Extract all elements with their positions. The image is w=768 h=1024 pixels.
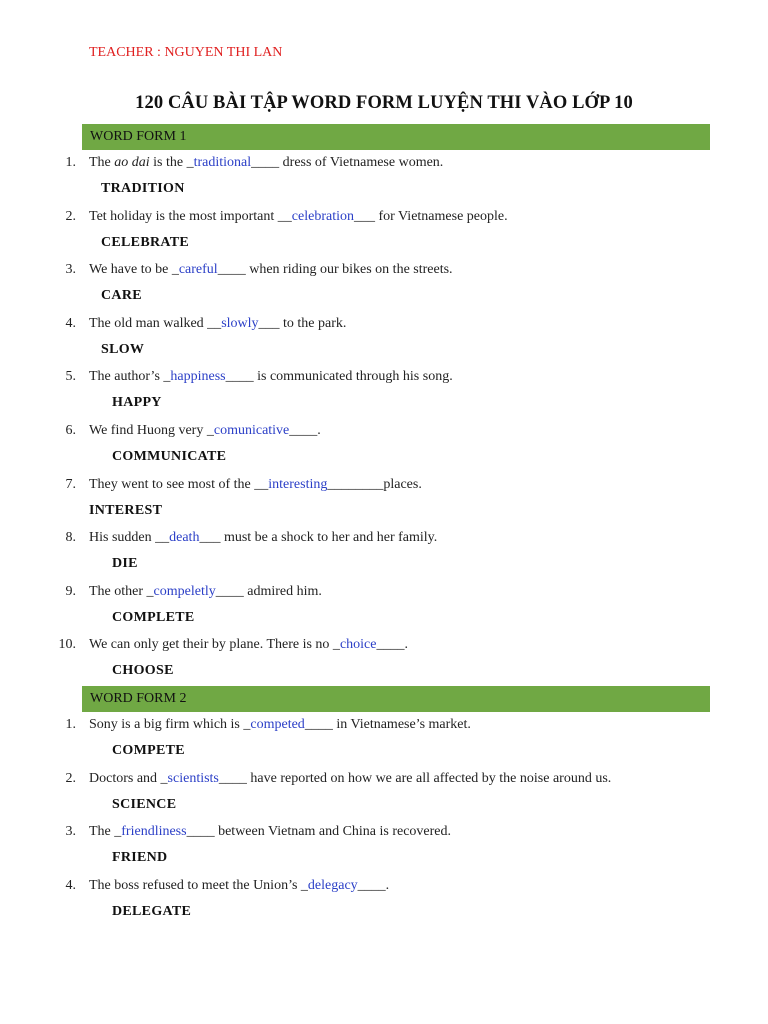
question-text-before: The other _ (89, 584, 154, 599)
question-item (0, 207, 768, 227)
question-text (89, 635, 408, 655)
root-word: INTEREST (89, 503, 163, 518)
question-text (89, 582, 322, 602)
question-text-after: ____ admired him. (215, 584, 322, 599)
question-text-after: ____ is communicated through his song. (225, 369, 453, 384)
answer-text: delegacy (307, 878, 358, 893)
answer-text: careful (178, 262, 218, 277)
answer-text: death (169, 530, 200, 545)
question-text-after: ____ in Vietnamese’s market. (304, 717, 471, 732)
root-word: COMPLETE (112, 610, 195, 625)
question-text-before: Doctors and _ (89, 771, 168, 786)
question-text-before: The _ (89, 824, 122, 839)
question-text-after: ________places. (327, 477, 422, 492)
question-text (89, 475, 422, 495)
question-item (0, 876, 768, 896)
italic-term: ao dai (114, 155, 150, 170)
question-number: 3. (65, 262, 76, 277)
question-text (89, 421, 321, 441)
question-item (0, 635, 768, 655)
answer-text: comunicative (213, 423, 290, 438)
question-item (0, 314, 768, 334)
question-text-before: We find Huong very _ (89, 423, 214, 438)
question-text-after: ____. (289, 423, 321, 438)
question-text (89, 314, 346, 334)
question-text-after: ____ dress of Vietnamese women. (251, 155, 444, 170)
question-number: 3. (65, 824, 76, 839)
root-word: SCIENCE (112, 797, 177, 812)
question-text-after: ____ between Vietnam and China is recovered. (186, 824, 452, 839)
answer-text: compeletly (153, 584, 216, 599)
question-text-before: The old man walked __ (89, 316, 222, 331)
question-item (0, 528, 768, 548)
question-number: 9. (65, 584, 76, 599)
question-text-before: The (89, 155, 115, 170)
question-number: 8. (65, 530, 76, 545)
question-number: 6. (65, 423, 76, 438)
question-number: 5. (65, 369, 76, 384)
question-text (89, 367, 453, 387)
root-word: CHOOSE (112, 663, 174, 678)
root-word: DIE (112, 556, 138, 571)
answer-text: celebration (291, 209, 354, 224)
question-number: 4. (65, 316, 76, 331)
answer-text: scientists (167, 771, 219, 786)
question-text-before: Sony is a big firm which is _ (89, 717, 251, 732)
question-text-before: We can only get their by plane. There is no _ (89, 637, 340, 652)
root-word: CELEBRATE (101, 235, 190, 250)
root-word: COMMUNICATE (112, 449, 227, 464)
answer-text: slowly (221, 316, 259, 331)
question-text-before: We have to be _ (89, 262, 179, 277)
question-text (89, 715, 471, 735)
question-item (0, 715, 768, 735)
question-item (0, 421, 768, 441)
question-item (0, 582, 768, 602)
question-number: 7. (65, 477, 76, 492)
question-text (89, 822, 451, 842)
answer-text: choice (339, 637, 377, 652)
question-text-before: Tet holiday is the most important __ (89, 209, 292, 224)
section-header: WORD FORM 1 (82, 124, 710, 150)
question-item (0, 769, 768, 789)
question-text (89, 876, 389, 896)
question-text-before: His sudden __ (89, 530, 170, 545)
root-word: CARE (101, 288, 142, 303)
root-word: FRIEND (112, 850, 168, 865)
answer-text: interesting (268, 477, 328, 492)
question-text-after: ____ when riding our bikes on the streets. (217, 262, 453, 277)
question-item (0, 367, 768, 387)
answer-text: competed (250, 717, 305, 732)
root-word: DELEGATE (112, 904, 192, 919)
question-text (89, 769, 611, 789)
teacher-label: TEACHER : NGUYEN THI LAN (89, 45, 283, 60)
question-text-before: The author’s _ (89, 369, 171, 384)
question-number: 10. (58, 637, 76, 652)
question-item (0, 260, 768, 280)
section-header: WORD FORM 2 (82, 686, 710, 712)
question-text-after: ___ to the park. (258, 316, 347, 331)
root-word: COMPETE (112, 743, 185, 758)
question-text-after: ____. (376, 637, 408, 652)
question-text (89, 528, 437, 548)
question-item (0, 475, 768, 495)
root-word: TRADITION (101, 181, 185, 196)
question-number: 1. (65, 155, 76, 170)
question-item (0, 822, 768, 842)
question-number: 2. (65, 771, 76, 786)
question-text-mid: is the _ (149, 155, 194, 170)
question-text-after: ____ have reported on how we are all affected by the noise around us. (218, 771, 612, 786)
answer-text: happiness (170, 369, 226, 384)
question-text-after: ___ must be a shock to her and her family. (199, 530, 438, 545)
question-number: 2. (65, 209, 76, 224)
question-text (89, 207, 508, 227)
question-text (89, 153, 443, 173)
root-word: HAPPY (112, 395, 162, 410)
question-text-before: They went to see most of the __ (89, 477, 269, 492)
question-item (0, 153, 768, 173)
question-text (89, 260, 453, 280)
question-text-after: ___ for Vietnamese people. (353, 209, 508, 224)
answer-text: traditional (193, 155, 252, 170)
root-word: SLOW (101, 342, 145, 357)
question-text-before: The boss refused to meet the Union’s _ (89, 878, 308, 893)
answer-text: friendliness (121, 824, 187, 839)
question-number: 1. (65, 717, 76, 732)
page-title: 120 CÂU BÀI TẬP WORD FORM LUYỆN THI VÀO LỚP 10 (135, 93, 633, 113)
question-text-after: ____. (357, 878, 390, 893)
question-number: 4. (65, 878, 76, 893)
